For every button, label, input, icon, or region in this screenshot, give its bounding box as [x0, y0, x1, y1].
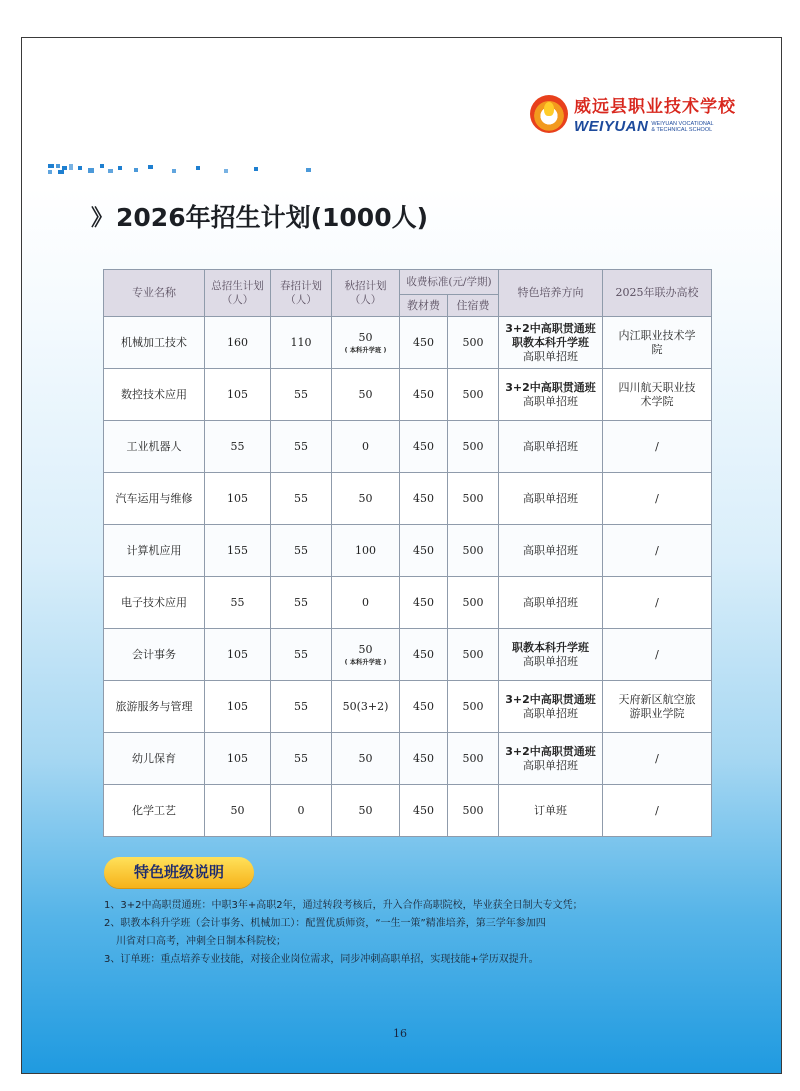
direction-line: 高职单招班	[523, 595, 579, 609]
cell-partner-college: /	[603, 733, 712, 785]
page-number: 16	[393, 1027, 407, 1040]
cell-autumn-plan	[332, 473, 400, 525]
direction-line: 高职单招班	[523, 349, 579, 363]
cell-fee-books: 450	[400, 473, 448, 525]
note-item-2-line-2: 川省对口高考，冲刺全日制本科院校；	[116, 936, 286, 947]
cell-direction	[499, 785, 603, 837]
cell-fee-books: 450	[400, 421, 448, 473]
logo-english-name: WEIYUAN	[574, 118, 649, 135]
cell-total-plan: 160	[205, 317, 271, 369]
cell-total-plan: 105	[205, 369, 271, 421]
cell-spring-plan: 110	[271, 317, 332, 369]
cell-spring-plan: 55	[271, 733, 332, 785]
table-row	[104, 681, 712, 733]
cell-partner-college: 四川航天职业技术学院	[603, 369, 712, 421]
school-logo	[530, 92, 736, 135]
cell-direction	[499, 421, 603, 473]
cell-total-plan: 55	[205, 421, 271, 473]
cell-major: 旅游服务与管理	[104, 681, 205, 733]
cell-total-plan: 105	[205, 629, 271, 681]
cell-fee-dorm: 500	[448, 317, 499, 369]
autumn-plan-value: 0	[362, 439, 369, 453]
autumn-plan-note: ( 本科升学班 )	[344, 657, 387, 666]
cell-direction	[499, 317, 603, 369]
cell-fee-books: 450	[400, 317, 448, 369]
cell-partner-college: 内江职业技术学院	[603, 317, 712, 369]
cell-autumn-plan	[332, 681, 400, 733]
direction-line: 3+2中高职贯通班	[505, 692, 596, 706]
direction-line: 3+2中高职贯通班	[505, 321, 596, 335]
cell-fee-dorm: 500	[448, 733, 499, 785]
note-item-1: 1、3+2中高职贯通班：中职3年+高职2年，通过转段考核后，升入合作高职院校，毕业获全日制大专文凭；	[104, 900, 583, 911]
note-item-2-line-1: 2、职教本科升学班（会计事务、机械加工）：配置优质师资，“一生一策”精准培养，第三学年参加四	[104, 918, 546, 929]
header-fee-standard: 收费标准(元/学期)	[400, 270, 499, 295]
cell-major: 计算机应用	[104, 525, 205, 577]
autumn-plan-value: 50(3+2)	[342, 699, 389, 713]
cell-spring-plan: 55	[271, 681, 332, 733]
cell-direction	[499, 733, 603, 785]
note-item-3: 3、订单班：重点培养专业技能，对接企业岗位需求，同步冲刺高职单招，实现技能+学历双提升。	[104, 954, 539, 965]
enrollment-plan-table	[103, 269, 712, 837]
cell-spring-plan: 55	[271, 421, 332, 473]
cell-autumn-plan	[332, 577, 400, 629]
cell-major: 电子技术应用	[104, 577, 205, 629]
direction-line: 订单班	[534, 803, 568, 817]
cell-major: 工业机器人	[104, 421, 205, 473]
cell-fee-dorm: 500	[448, 525, 499, 577]
autumn-plan-value: 50	[358, 387, 373, 401]
cell-partner-college: /	[603, 629, 712, 681]
decorative-pixel-strip	[48, 164, 348, 174]
notes-list	[104, 897, 694, 969]
section-label-text: 特色班级说明	[133, 863, 224, 881]
cell-direction	[499, 629, 603, 681]
cell-autumn-plan	[332, 369, 400, 421]
autumn-plan-value: 50	[358, 330, 373, 344]
page-title	[91, 198, 428, 234]
cell-total-plan: 105	[205, 733, 271, 785]
direction-line: 3+2中高职贯通班	[505, 380, 596, 394]
cell-spring-plan: 55	[271, 473, 332, 525]
header-direction: 特色培养方向	[499, 270, 603, 317]
autumn-plan-value: 50	[358, 491, 373, 505]
cell-direction	[499, 369, 603, 421]
table-row	[104, 473, 712, 525]
cell-fee-dorm: 500	[448, 785, 499, 837]
autumn-plan-value: 50	[358, 642, 373, 656]
header-fee-books: 教材费	[400, 295, 448, 317]
table-row	[104, 733, 712, 785]
cell-autumn-plan	[332, 421, 400, 473]
cell-fee-dorm: 500	[448, 421, 499, 473]
cell-autumn-plan	[332, 317, 400, 369]
cell-fee-dorm: 500	[448, 629, 499, 681]
cell-direction	[499, 473, 603, 525]
cell-fee-books: 450	[400, 369, 448, 421]
autumn-plan-value: 100	[355, 543, 376, 557]
cell-partner-college: /	[603, 785, 712, 837]
cell-fee-dorm: 500	[448, 369, 499, 421]
cell-fee-books: 450	[400, 629, 448, 681]
cell-major: 会计事务	[104, 629, 205, 681]
table-row	[104, 629, 712, 681]
logo-english-subtitle: WEIYUAN VOCATIONAL & TECHNICAL SCHOOL	[651, 120, 714, 133]
autumn-plan-value: 50	[358, 803, 373, 817]
cell-major: 化学工艺	[104, 785, 205, 837]
cell-spring-plan: 55	[271, 369, 332, 421]
header-autumn-plan: 秋招计划（人）	[332, 270, 400, 317]
cell-fee-books: 450	[400, 733, 448, 785]
logo-chinese-name: 威远县职业技术学校	[574, 97, 736, 117]
direction-line: 3+2中高职贯通班	[505, 744, 596, 758]
cell-major: 数控技术应用	[104, 369, 205, 421]
direction-line: 高职单招班	[523, 394, 579, 408]
school-emblem-icon	[530, 95, 568, 133]
autumn-plan-value: 0	[362, 595, 369, 609]
header-partner-college: 2025年联办高校	[603, 270, 712, 317]
table-row	[104, 785, 712, 837]
header-major: 专业名称	[104, 270, 205, 317]
direction-line: 高职单招班	[523, 758, 579, 772]
table-row	[104, 317, 712, 369]
cell-spring-plan: 55	[271, 525, 332, 577]
cell-partner-college: /	[603, 473, 712, 525]
cell-autumn-plan	[332, 785, 400, 837]
direction-line: 高职单招班	[523, 654, 579, 668]
direction-line: 高职单招班	[523, 706, 579, 720]
cell-partner-college: /	[603, 525, 712, 577]
cell-direction	[499, 577, 603, 629]
header-spring-plan: 春招计划（人）	[271, 270, 332, 317]
section-label-badge	[104, 857, 254, 888]
cell-total-plan: 105	[205, 681, 271, 733]
enrollment-table-body	[104, 317, 712, 837]
cell-autumn-plan	[332, 525, 400, 577]
cell-fee-books: 450	[400, 681, 448, 733]
cell-total-plan: 155	[205, 525, 271, 577]
cell-autumn-plan	[332, 629, 400, 681]
cell-direction	[499, 525, 603, 577]
table-row	[104, 577, 712, 629]
table-row	[104, 421, 712, 473]
title-chevron-icon: 》	[91, 205, 109, 231]
note-item-2	[104, 915, 694, 951]
cell-fee-dorm: 500	[448, 577, 499, 629]
cell-spring-plan: 55	[271, 629, 332, 681]
direction-line: 高职单招班	[523, 543, 579, 557]
cell-partner-college: 天府新区航空旅游职业学院	[603, 681, 712, 733]
cell-total-plan: 105	[205, 473, 271, 525]
cell-major: 幼儿保育	[104, 733, 205, 785]
cell-major: 汽车运用与维修	[104, 473, 205, 525]
cell-total-plan: 50	[205, 785, 271, 837]
cell-fee-dorm: 500	[448, 473, 499, 525]
direction-line: 高职单招班	[523, 439, 579, 453]
header-total-plan: 总招生计划（人）	[205, 270, 271, 317]
cell-fee-books: 450	[400, 577, 448, 629]
table-row	[104, 369, 712, 421]
page-title-text: 2026年招生计划(1000人)	[116, 203, 429, 232]
cell-spring-plan: 0	[271, 785, 332, 837]
cell-direction	[499, 681, 603, 733]
direction-line: 职教本科升学班	[512, 640, 590, 654]
cell-fee-books: 450	[400, 525, 448, 577]
cell-fee-books: 450	[400, 785, 448, 837]
direction-line: 高职单招班	[523, 491, 579, 505]
autumn-plan-value: 50	[358, 751, 373, 765]
cell-major: 机械加工技术	[104, 317, 205, 369]
direction-line: 职教本科升学班	[512, 335, 590, 349]
cell-autumn-plan	[332, 733, 400, 785]
autumn-plan-note: ( 本科升学班 )	[344, 345, 387, 354]
cell-partner-college: /	[603, 421, 712, 473]
cell-spring-plan: 55	[271, 577, 332, 629]
cell-partner-college: /	[603, 577, 712, 629]
table-row	[104, 525, 712, 577]
header-fee-dorm: 住宿费	[448, 295, 499, 317]
cell-total-plan: 55	[205, 577, 271, 629]
cell-fee-dorm: 500	[448, 681, 499, 733]
